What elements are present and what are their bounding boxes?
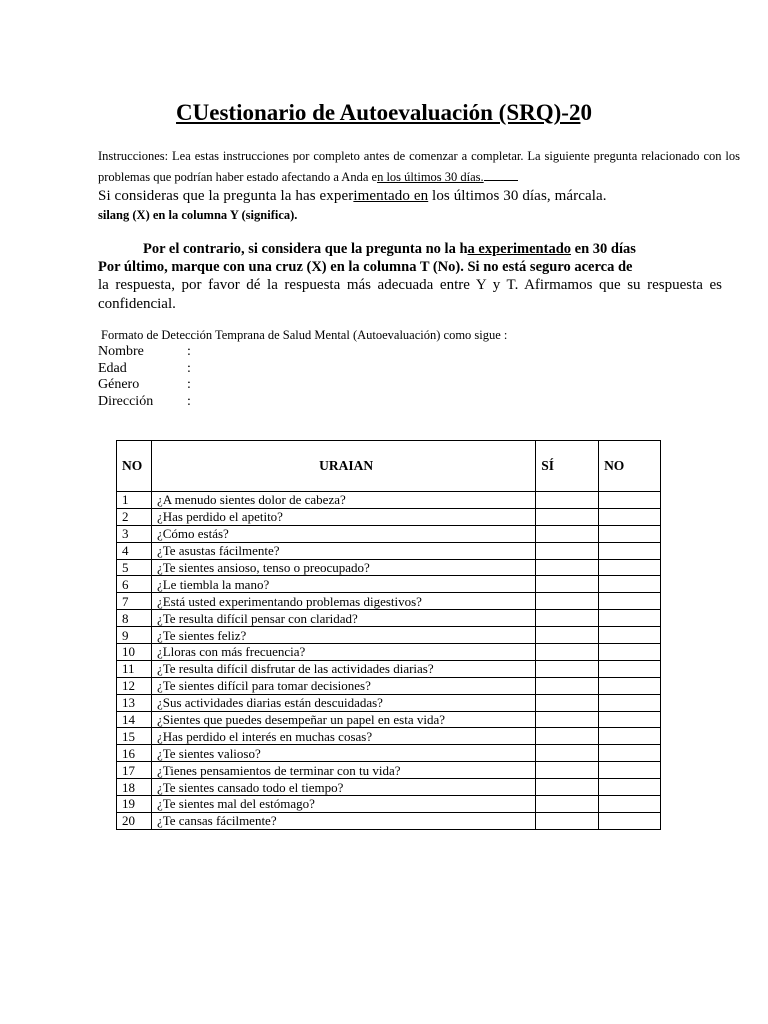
table-row bbox=[117, 525, 661, 542]
row-question: ¿Te sientes mal del estómago? bbox=[151, 796, 535, 813]
row-question: ¿Cómo estás? bbox=[151, 525, 535, 542]
title-underlined: CUestionario de Autoevaluación (SRQ)-2 bbox=[176, 100, 581, 125]
row-question: ¿Le tiembla la mano? bbox=[151, 576, 535, 593]
row-number: 2 bbox=[117, 508, 152, 525]
answer-si-cell[interactable] bbox=[536, 711, 599, 728]
row-number: 12 bbox=[117, 677, 152, 694]
row-number: 14 bbox=[117, 711, 152, 728]
field-colon[interactable]: : bbox=[187, 377, 191, 392]
table-row bbox=[117, 542, 661, 559]
table-row bbox=[117, 779, 661, 796]
answer-no-cell[interactable] bbox=[599, 542, 661, 559]
answer-no-cell[interactable] bbox=[599, 576, 661, 593]
answer-no-cell[interactable] bbox=[599, 610, 661, 627]
contrario-underlined: a experimentado bbox=[467, 241, 572, 257]
table-row bbox=[117, 627, 661, 644]
answer-si-cell[interactable] bbox=[536, 728, 599, 745]
srq-table bbox=[116, 440, 661, 830]
row-question: ¿Te sientes feliz? bbox=[151, 627, 535, 644]
row-number: 16 bbox=[117, 745, 152, 762]
answer-no-cell[interactable] bbox=[599, 711, 661, 728]
row-question: ¿Tienes pensamientos de terminar con tu vida? bbox=[151, 762, 535, 779]
row-question: ¿Lloras con más frecuencia? bbox=[151, 644, 535, 661]
table-row bbox=[117, 610, 661, 627]
field-colon[interactable]: : bbox=[187, 360, 191, 376]
field-label: Nombre bbox=[98, 344, 144, 359]
answer-si-cell[interactable] bbox=[536, 627, 599, 644]
header-no: NO bbox=[117, 441, 152, 492]
answer-si-cell[interactable] bbox=[536, 593, 599, 610]
table-row bbox=[117, 762, 661, 779]
consideras-text-a: Si consideras que la pregunta la has exper bbox=[98, 188, 354, 204]
answer-no-cell[interactable] bbox=[599, 492, 661, 509]
answer-si-cell[interactable] bbox=[536, 812, 599, 829]
answer-no-cell[interactable] bbox=[599, 779, 661, 796]
answer-no-cell[interactable] bbox=[599, 559, 661, 576]
field-label: Género bbox=[98, 377, 140, 392]
answer-no-cell[interactable] bbox=[599, 728, 661, 745]
formato-line: Formato de Detección Temprana de Salud Mental (Autoevaluación) como sigue : bbox=[101, 328, 508, 342]
row-question: ¿Te asustas fácilmente? bbox=[151, 542, 535, 559]
answer-si-cell[interactable] bbox=[536, 745, 599, 762]
row-question: ¿Te sientes valioso? bbox=[151, 745, 535, 762]
consideras-underlined: imentado en bbox=[353, 188, 429, 204]
row-number: 6 bbox=[117, 576, 152, 593]
answer-si-cell[interactable] bbox=[536, 610, 599, 627]
row-number: 18 bbox=[117, 779, 152, 796]
row-question: ¿Está usted experimentando problemas digestivos? bbox=[151, 593, 535, 610]
row-number: 15 bbox=[117, 728, 152, 745]
field-colon[interactable]: : bbox=[187, 393, 191, 409]
answer-si-cell[interactable] bbox=[536, 779, 599, 796]
table-row bbox=[117, 796, 661, 813]
table-row bbox=[117, 694, 661, 711]
answer-no-cell[interactable] bbox=[599, 508, 661, 525]
paragraph-ultimo: Por último, marque con una cruz (X) en la columna T (No). Si no está seguro acerca de bbox=[98, 259, 633, 275]
answer-no-cell[interactable] bbox=[599, 660, 661, 677]
answer-si-cell[interactable] bbox=[536, 677, 599, 694]
answer-no-cell[interactable] bbox=[599, 677, 661, 694]
paragraph-consideras bbox=[98, 188, 740, 205]
row-number: 3 bbox=[117, 525, 152, 542]
row-question: ¿Te resulta difícil pensar con claridad? bbox=[151, 610, 535, 627]
header-no-answer: NO bbox=[599, 441, 661, 492]
row-number: 19 bbox=[117, 796, 152, 813]
row-question: ¿Has perdido el apetito? bbox=[151, 508, 535, 525]
field-row bbox=[98, 377, 298, 394]
header-si: SÍ bbox=[536, 441, 599, 492]
paragraph-silang: silang (X) en la columna Y (significa). bbox=[98, 208, 298, 222]
field-row bbox=[98, 361, 298, 378]
table-row bbox=[117, 812, 661, 829]
answer-si-cell[interactable] bbox=[536, 525, 599, 542]
personal-fields bbox=[98, 344, 298, 410]
row-number: 10 bbox=[117, 644, 152, 661]
answer-si-cell[interactable] bbox=[536, 694, 599, 711]
table-row bbox=[117, 559, 661, 576]
answer-no-cell[interactable] bbox=[599, 745, 661, 762]
row-number: 11 bbox=[117, 660, 152, 677]
row-question: ¿Sientes que puedes desempeñar un papel en esta vida? bbox=[151, 711, 535, 728]
row-question: ¿Te sientes ansioso, tenso o preocupado? bbox=[151, 559, 535, 576]
row-number: 4 bbox=[117, 542, 152, 559]
answer-si-cell[interactable] bbox=[536, 559, 599, 576]
answer-no-cell[interactable] bbox=[599, 644, 661, 661]
answer-si-cell[interactable] bbox=[536, 762, 599, 779]
row-number: 13 bbox=[117, 694, 152, 711]
answer-si-cell[interactable] bbox=[536, 508, 599, 525]
answer-si-cell[interactable] bbox=[536, 796, 599, 813]
row-number: 8 bbox=[117, 610, 152, 627]
answer-si-cell[interactable] bbox=[536, 576, 599, 593]
table-row bbox=[117, 745, 661, 762]
table-row bbox=[117, 576, 661, 593]
answer-si-cell[interactable] bbox=[536, 660, 599, 677]
field-label: Edad bbox=[98, 360, 127, 376]
contrario-text-a: Por el contrario, si considera que la pregunta no la h bbox=[143, 241, 468, 257]
answer-no-cell[interactable] bbox=[599, 796, 661, 813]
field-row bbox=[98, 394, 298, 411]
contrario-text-b: en 30 días bbox=[571, 241, 636, 257]
row-number: 9 bbox=[117, 627, 152, 644]
instructions-text: Instrucciones: Lea estas instrucciones por completo antes de comenzar a completar. La siguiente pregunta relacionado con los problemas que podrían haber estado afectando a Anda e bbox=[98, 149, 740, 184]
row-number: 5 bbox=[117, 559, 152, 576]
row-question: ¿Sus actividades diarias están descuidadas? bbox=[151, 694, 535, 711]
row-question: ¿A menudo sientes dolor de cabeza? bbox=[151, 492, 535, 509]
row-number: 1 bbox=[117, 492, 152, 509]
answer-si-cell[interactable] bbox=[536, 644, 599, 661]
instructions-underlined: n los últimos 30 días. bbox=[377, 170, 484, 184]
row-number: 17 bbox=[117, 762, 152, 779]
table-row bbox=[117, 677, 661, 694]
answer-si-cell[interactable] bbox=[536, 492, 599, 509]
answer-no-cell[interactable] bbox=[599, 593, 661, 610]
table-row bbox=[117, 711, 661, 728]
table-body bbox=[117, 492, 661, 830]
document-title bbox=[0, 100, 768, 126]
table-row bbox=[117, 492, 661, 509]
header-question: URAIAN bbox=[151, 441, 535, 492]
title-suffix: 0 bbox=[580, 100, 592, 125]
instructions-trailing-line bbox=[484, 179, 518, 181]
table-row bbox=[117, 644, 661, 661]
answer-no-cell[interactable] bbox=[599, 812, 661, 829]
row-question: ¿Has perdido el interés en muchas cosas? bbox=[151, 728, 535, 745]
field-colon[interactable]: : bbox=[187, 344, 191, 359]
answer-no-cell[interactable] bbox=[599, 762, 661, 779]
table-row bbox=[117, 728, 661, 745]
table-row bbox=[117, 593, 661, 610]
answer-no-cell[interactable] bbox=[599, 525, 661, 542]
answer-no-cell[interactable] bbox=[599, 627, 661, 644]
table-row bbox=[117, 660, 661, 677]
row-number: 7 bbox=[117, 593, 152, 610]
consideras-text-b: los últimos 30 días, márcala. bbox=[428, 188, 607, 204]
table-header-row bbox=[117, 441, 661, 492]
instructions-paragraph bbox=[98, 146, 740, 188]
row-question: ¿Te sientes difícil para tomar decisiones? bbox=[151, 677, 535, 694]
row-question: ¿Te sientes cansado todo el tiempo? bbox=[151, 779, 535, 796]
table-row bbox=[117, 508, 661, 525]
field-label: Dirección bbox=[98, 393, 154, 409]
field-row bbox=[98, 344, 298, 361]
paragraph-respuesta: la respuesta, por favor dé la respuesta más adecuada entre Y y T. Afirmamos que su respuesta es confidencial. bbox=[98, 277, 722, 312]
paragraph-contrario bbox=[143, 241, 636, 258]
row-question: ¿Te cansas fácilmente? bbox=[151, 812, 535, 829]
row-number: 20 bbox=[117, 812, 152, 829]
answer-no-cell[interactable] bbox=[599, 694, 661, 711]
row-question: ¿Te resulta difícil disfrutar de las actividades diarias? bbox=[151, 660, 535, 677]
answer-si-cell[interactable] bbox=[536, 542, 599, 559]
